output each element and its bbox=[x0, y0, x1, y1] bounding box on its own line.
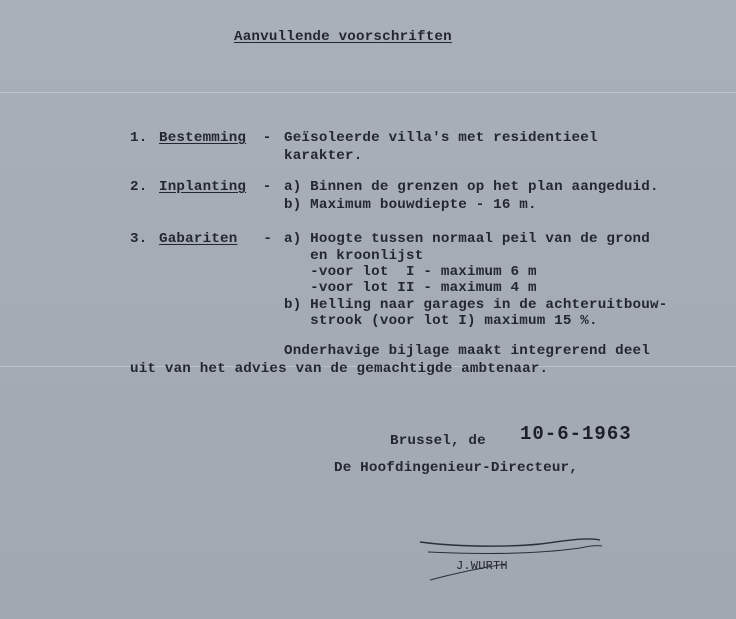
document-title: Aanvullende voorschriften bbox=[234, 29, 452, 45]
item-line: -voor lot II - maximum 4 m bbox=[284, 280, 537, 296]
item-line: Geïsoleerde villa's met residentieel bbox=[284, 130, 598, 146]
item-separator: - bbox=[254, 130, 281, 146]
item-heading: Gabariten bbox=[159, 231, 238, 247]
item-separator: - bbox=[254, 179, 281, 195]
closing-line: Onderhavige bijlage maakt integrerend deel bbox=[284, 343, 650, 359]
item-line: en kroonlijst bbox=[284, 248, 424, 264]
signature-name: J.WURTH bbox=[456, 559, 508, 573]
item-separator: - bbox=[246, 231, 281, 247]
item-line: a) Hoogte tussen normaal peil van de grond bbox=[284, 231, 650, 247]
item-number: 1. bbox=[130, 130, 148, 146]
item-number: 2. bbox=[130, 179, 148, 195]
closing-line: uit van het advies van de gemachtigde ambtenaar. bbox=[130, 361, 549, 377]
item-heading: Bestemming bbox=[159, 130, 247, 146]
item-line: karakter. bbox=[284, 148, 363, 164]
item-line: b) Maximum bouwdiepte - 16 m. bbox=[284, 197, 537, 213]
function-title: De Hoofdingenieur-Directeur, bbox=[334, 460, 578, 476]
date-stamp: 10-6-1963 bbox=[520, 423, 632, 445]
item-line: a) Binnen de grenzen op het plan aangeduid. bbox=[284, 179, 659, 195]
item-number: 3. bbox=[130, 231, 148, 247]
item-line: strook (voor lot I) maximum 15 %. bbox=[284, 313, 598, 329]
item-line: -voor lot I - maximum 6 m bbox=[284, 264, 537, 280]
item-heading: Inplanting bbox=[159, 179, 247, 195]
place-label: Brussel, de bbox=[390, 433, 486, 449]
handwritten-signature bbox=[410, 528, 610, 588]
item-line: b) Helling naar garages in de achteruitbouw- bbox=[284, 297, 668, 313]
paper-fold bbox=[0, 92, 736, 93]
